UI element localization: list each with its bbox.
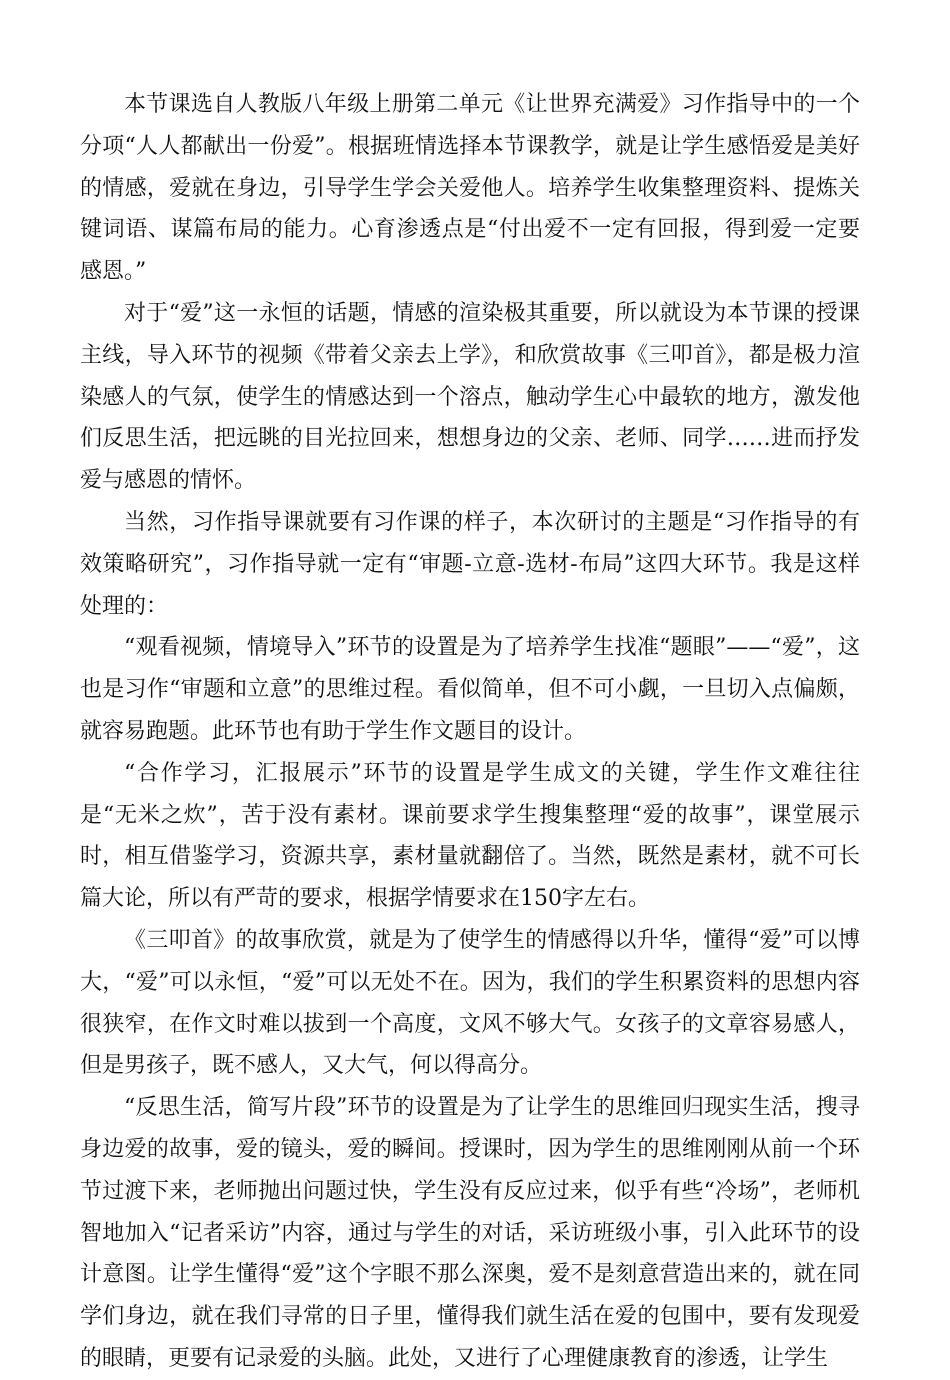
paragraph-3: 当然，习作指导课就要有习作课的样子，本次研讨的主题是“习作指导的有效策略研究”，习作指导就一定有“审题-立意-选材-布局”这四大环节。我是这样处理的：	[80, 509, 860, 619]
paragraph-6: 《三叩首》的故事欣赏，就是为了使学生的情感得以升华，懂得“爱”可以博大，“爱”可以永恒，“爱”可以无处不在。因为，我们的学生积累资料的思想内容很狭窄，在作文时难以拔到一个高度，文风不够大气。女孩子的文章容易感人，但是男孩子，既不感人，又大气，何以得高分。	[80, 927, 860, 1079]
paragraph-4: “观看视频，情境导入”环节的设置是为了培养学生找准“题眼”——“爱”，这也是习作“审题和立意”的思维过程。看似简单，但不可小觑，一旦切入点偏颇，就容易跑题。此环节也有助于学生作文题目的设计。	[80, 635, 860, 744]
paragraph-7: “反思生活，简写片段”环节的设置是为了让学生的思维回归现实生活，搜寻身边爱的故事，爱的镜头，爱的瞬间。授课时，因为学生的思维刚刚从前一个环节过渡下来，老师抛出问题过快，学生没有反应过来，似乎有些“冷场”，老师机智地加入“记者采访”内容，通过与学生的对话，采访班级小事，引入此环节的设计意图。让学生懂得“爱”这个字眼不那么深奥，爱不是刻意营造出来的，就在同学们身边，就在我们寻常的日子里，懂得我们就生活在爱的包围中，要有发现爱的眼睛，更要有记录爱的头脑。此处，又进行了心理健康教育的渗透，让学生	[80, 1095, 860, 1371]
document-body	[80, 84, 860, 1380]
paragraph-2: 对于“爱”这一永恒的话题，情感的渲染极其重要，所以就设为本节课的授课主线，导入环节的视频《带着父亲去上学》，和欣赏故事《三叩首》，都是极力渲染感人的气氛，使学生的情感达到一个溶点，触动学生心中最软的地方，激发他们反思生活，把远眺的目光拉回来，想想身边的父亲、老师、同学……进而抒发爱与感恩的情怀。	[80, 300, 860, 494]
paragraph-1: 本节课选自人教版八年级上册第二单元《让世界充满爱》习作指导中的一个分项“人人都献出一份爱”。根据班情选择本节课教学，就是让学生感悟爱是美好的情感，爱就在身边，引导学生学会关爱他人。培养学生收集整理资料、提炼关键词语、谋篇布局的能力。心育渗透点是“付出爱不一定有回报，得到爱一定要感恩。”	[80, 92, 860, 285]
paragraph-5: “合作学习，汇报展示”环节的设置是学生成文的关键，学生作文难往往是“无米之炊”，苦于没有素材。课前要求学生搜集整理“爱的故事”，课堂展示时，相互借鉴学习，资源共享，素材量就翻倍了。当然，既然是素材，就不可长篇大论，所以有严苛的要求，根据学情要求在150字左右。	[80, 760, 860, 912]
